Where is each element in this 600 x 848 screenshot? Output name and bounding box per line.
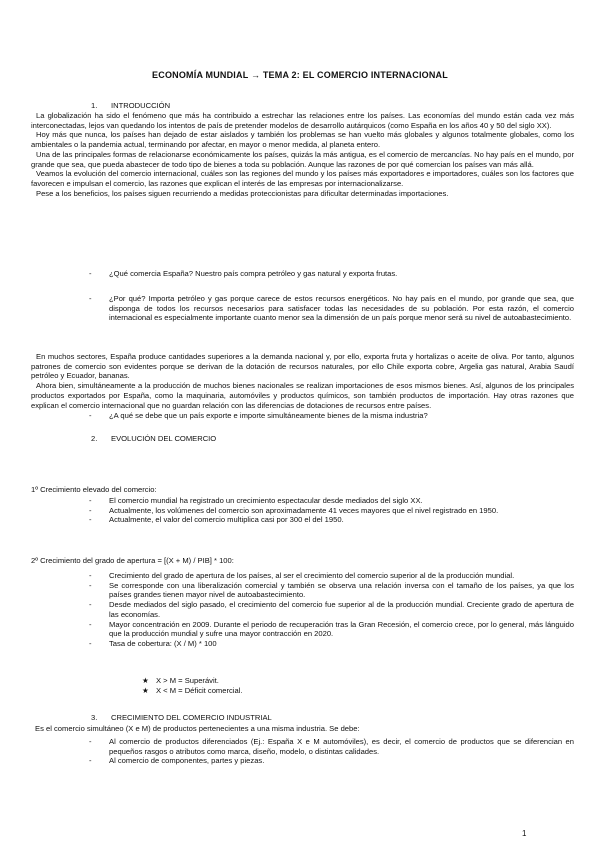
list-item: - ¿Qué comercia España? Nuestro país compra petróleo y gas natural y exporta frutas. [89,269,574,279]
section-heading-evolucion [91,434,216,444]
section-number: 2. [91,434,98,443]
paragraph: Pese a los beneficios, los países siguen recurriendo a medidas proteccionistas para dificultar determinadas importaciones. [36,188,449,198]
paragraph: Ahora bien, simultáneamente a la producción de muchos bienes nacionales se realizan importaciones de esos mismos bienes. Así, algunos de los principales productos exportados por España, como la maquinaria, automóviles y productos químicos, son también productos de importación. Hay otras razones que explican el comercio internacional que no guardan relación con las diferencias de dotaciones de recursos entre países. [31,381,574,410]
list-item: - Al comercio de productos diferenciados (Ej.: España X e M automóviles), es decir, el comercio de productos que se diferencian en pequeños rasgos o atributos como marca, diseño, modelo, o distintas calidades. [89,737,574,756]
paragraph: En muchos sectores, España produce cantidades superiores a la demanda nacional y, por ello, exporta fruta y hortalizas o aceite de oliva. Por tanto, algunos patrones de comercio son evidentes porque se derivan de la dotación de recursos naturales, por ello Chile exporta cobre, Argelia gas natural, Arabia Saudí petróleo y Ecuador, bananas. [31,352,574,381]
apertura-list [89,571,574,649]
cobertura-list [142,676,243,695]
subheading-apertura: 2º Crecimiento del grado de apertura = [(X + M) / PIB] * 100: [31,556,234,565]
list-item: - ¿Por qué? Importa petróleo y gas porque carece de estos recursos energéticos. No hay país en el mundo, por grande que sea, que disponga de todos los recursos necesarios para satisfacer todas las necesidades de su población. Por esta razón, el comercio internacional es especialmente importante cuanto menor sea la dimensión de un país porque menor será su nivel de autoabastecimiento. [89,294,574,323]
page-number: 1 [522,829,527,838]
list-item: - ¿A qué se debe que un país exporte e importe simultáneamente bienes de la misma industria? [89,411,574,421]
section-title: CRECIMIENTO DEL COMERCIO INDUSTRIAL [111,713,272,722]
list-item: ★ X < M = Déficit comercial. [142,685,243,695]
crecimiento-list [89,496,574,525]
question-list [89,411,574,421]
list-item: - Se corresponde con una liberalización comercial y también se observa una relación inversa con el tamaño de los países, ya que los países grandes tienen mayor nivel de autoabastecimiento. [89,581,574,600]
intro-paragraphs [31,111,574,198]
industrial-list [89,737,574,766]
paragraph: Una de las principales formas de relacionarse económicamente los países, quizás la más antigua, es el comercio de mercancías. No hay país en el mundo, por grande que sea, que pueda abastecer de todo tipo de bienes a toda su población. Aunque las razones de por qué comercian los países van más allá. [31,149,574,169]
list-item: - Mayor concentración en 2009. Durante el periodo de recuperación tras la Gran Recesión, el comercio crece, por lo general, más lánguido que la producción mundial y sufre una mayor contracción en 2020. [89,620,574,639]
page-title: ECONOMÍA MUNDIAL → TEMA 2: EL COMERCIO INTERNACIONAL [152,70,448,80]
subheading-crecimiento: 1º Crecimiento elevado del comercio: [31,485,157,494]
section-title: EVOLUCIÓN DEL COMERCIO [111,434,217,443]
intro-paragraphs-2 [31,352,574,410]
list-item: - Al comercio de componentes, partes y piezas. [89,756,574,766]
list-item: - Actualmente, el valor del comercio multiplica casi por 300 el del 1950. [89,515,574,525]
paragraph: Hoy más que nunca, los países han dejado de estar aislados y también los problemas se han vuelto más globales y algunos totalmente globales, como los ambientales o la pandemia actual, terminando por afectar, en mayor o menor medida, al planeta entero. [31,130,574,150]
paragraph: Veamos la evolución del comercio internacional, cuáles son las regiones del mundo y los países más exportadores e importadores, cuáles son los factores que favorecen e impulsan el comercio, las razones que explican el interés de las empresas por internacionalizarse. [31,169,574,188]
list-item: - Actualmente, los volúmenes del comercio son aproximadamente 41 veces mayores que el nivel registrado en 1950. [89,506,574,516]
star-icon: ★ [142,685,149,695]
list-item: - Tasa de cobertura: (X / M) * 100 [89,639,574,649]
section-heading-introduccion [91,101,170,111]
industrial-paragraph: Es el comercio simultáneo (X e M) de productos pertenecientes a una misma industria. Se debe: [35,724,360,733]
star-icon: ★ [142,676,149,685]
section-number: 3. [91,713,98,722]
question-list [89,269,574,279]
list-item: - Crecimiento del grado de apertura de los países, al ser el crecimiento del comercio superior al de la producción mundial. [89,571,574,581]
list-item: - Desde mediados del siglo pasado, el crecimiento del comercio fue superior al de la producción mundial. Creciente grado de apertura de las economías. [89,600,574,619]
list-item: ★ X > M = Superávit. [142,676,219,685]
question-list [89,294,574,323]
paragraph: La globalización ha sido el fenómeno que más ha contribuido a estrechar las relaciones entre los países. Las economías del mundo están cada vez más interconectadas, lejos van quedando los intentos de país de pretender modelos de desarrollo autárquicos (como España en los años 40 y 50 del siglo XX). [31,111,574,130]
section-heading-industrial [91,713,272,723]
section-title: INTRODUCCIÓN [111,101,171,110]
section-number: 1. [91,101,98,110]
list-item: - El comercio mundial ha registrado un crecimiento espectacular desde mediados del siglo XX. [89,496,574,506]
